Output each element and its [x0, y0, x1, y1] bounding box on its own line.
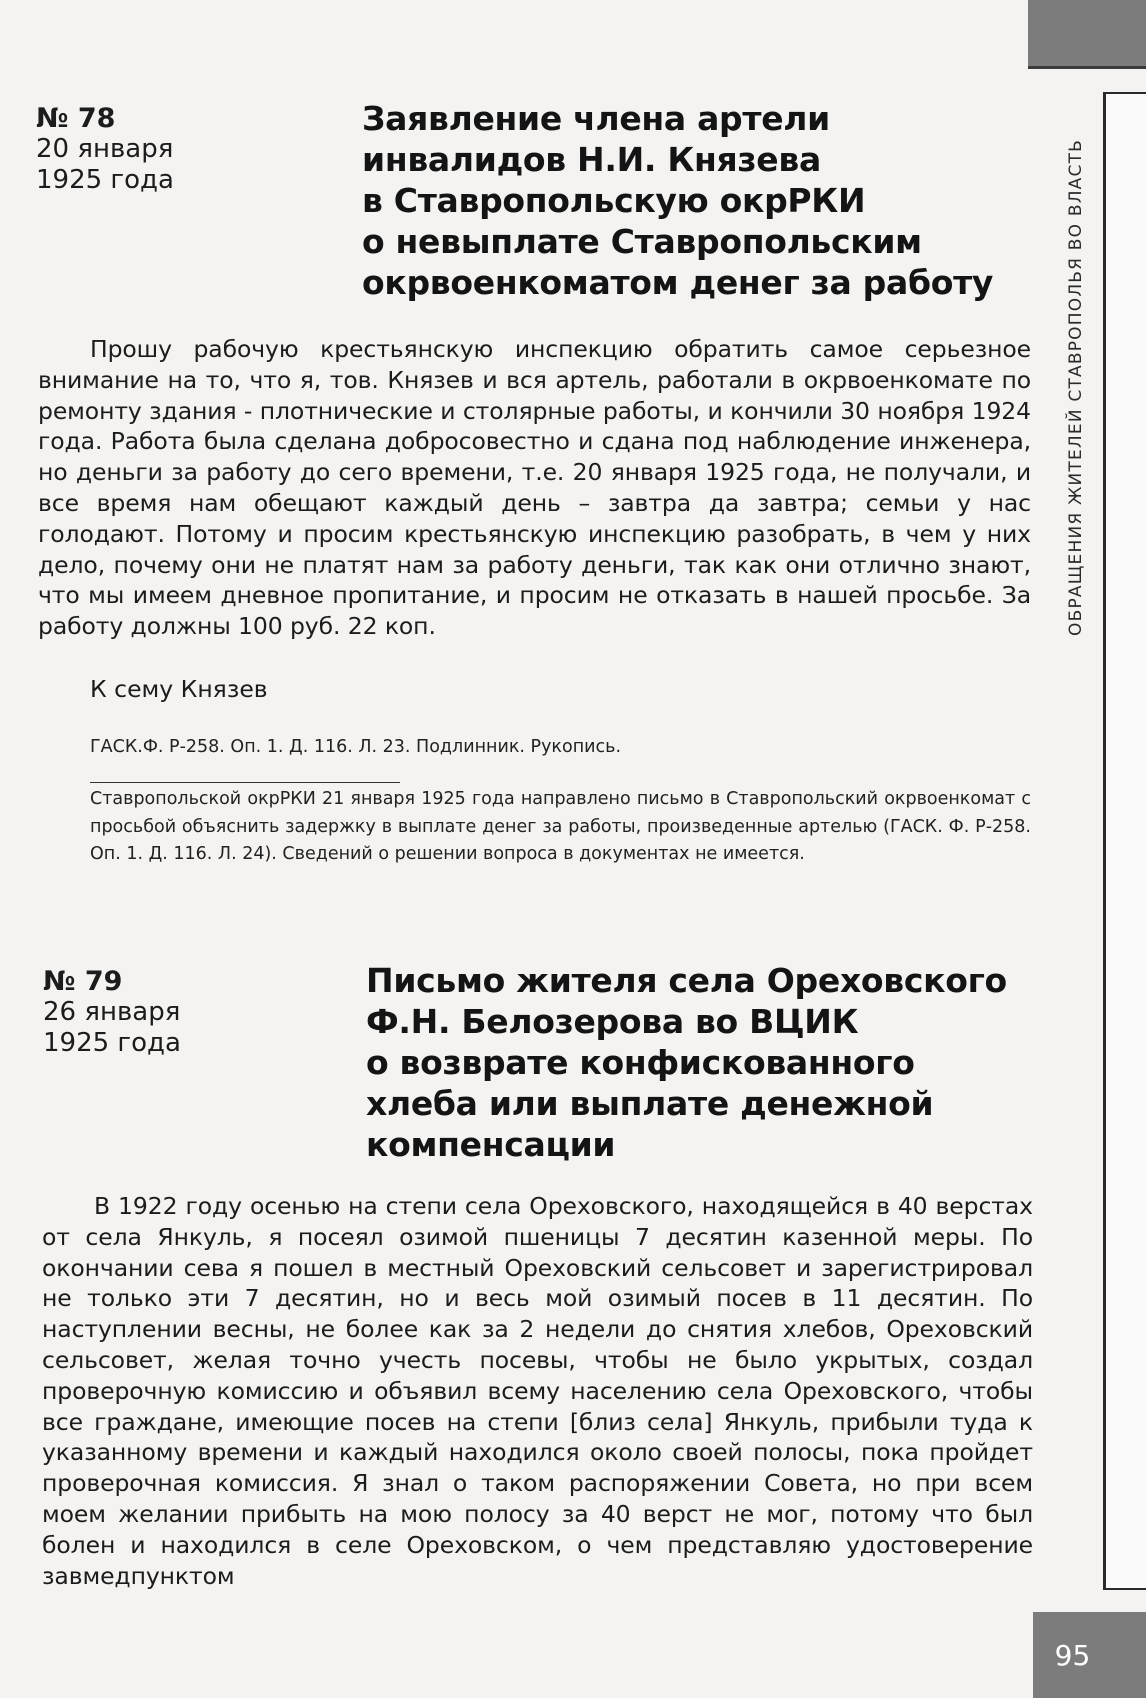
doc-78-signature: К сему Князев [90, 675, 268, 703]
doc-number: № 78 [36, 103, 116, 134]
doc-79-meta [43, 966, 181, 1059]
doc-date-year: 1925 года [36, 165, 174, 195]
title-line: о возврате конфискованного [366, 1043, 915, 1082]
doc-date-day: 26 января [43, 997, 181, 1027]
title-line: компенсации [366, 1125, 616, 1164]
title-line: инвалидов Н.И. Князева [362, 140, 821, 179]
title-line: в Ставропольскую окрРКИ [362, 181, 866, 220]
title-line: окрвоенкоматом денег за работу [362, 263, 994, 302]
title-line: Заявление члена артели [362, 99, 830, 138]
page-number: 95 [1054, 1638, 1091, 1672]
title-line: о невыплате Ставропольским [362, 222, 922, 261]
doc-date-day: 20 января [36, 134, 174, 164]
title-line: хлеба или выплате денежной [366, 1084, 934, 1123]
doc-78-title [362, 98, 993, 303]
top-edge-tab [1028, 0, 1146, 69]
doc-78-body: Прошу рабочую крестьянскую инспекцию обратить самое серьезное внимание на то, что я, тов. Князев и вся артель, работали в окрвоенкомате по ремонту здания - плотнические и столярные работы, и кончили 30 ноября 1924 года. Работа была сделана добросовестно и сдана под наблюдение инженера, но деньги за работу до сего времени, т.е. 20 января 1925 года, не получали, и все время нам обещают каждый день – завтра да завтра; семьи у нас голодают. Потому и просим крестьянскую инспекцию разобрать, в чем у них дело, почему они не платят нам за работу деньги, так как они отлично знают, что мы имеем дневное пропитание, и просим не отказать в нашей просьбе. За работу должны 100 руб. 22 коп. [38, 335, 1031, 641]
doc-79-title [366, 960, 1007, 1165]
doc-78-footnote: Ставропольской окрРКИ 21 января 1925 года направлено письмо в Ставропольский окрвоенкомат с просьбой объяснить задержку в выплате денег за работы, произведенные артелью (ГАСК. Ф. Р-258. Оп. 1. Д. 116. Л. 24). Сведений о решении вопроса в документах не имеется. [90, 789, 1031, 864]
doc-79-body: В 1922 году осенью на степи села Ореховского, находящейся в 40 верстах от села Янкуль, я посеял озимой пшеницы 7 десятин казенной меры. По окончании сева я пошел в местный Ореховский сельсовет и зарегистрировал не только эти 7 десятин, но и весь мой озимый посев в 11 десятин. По наступлении весны, не более как за 2 недели до снятия хлебов, Ореховский сельсовет, желая точно учесть посевы, чтобы не было укрытых, создал проверочную комиссию и объявил всему населению села Ореховского, чтобы все граждане, имеющие посев на степи [близ села] Янкуль, прибыли туда к указанному времени и каждый находился около своей полосы, пока пройдет проверочная комиссия. Я знал о таком распоряжении Совета, но при всем моем желании прибыть на мою полосу за 40 верст не мог, потому что был болен и находился в селе Ореховском, о чем представляю удостоверение завмедпунктом [42, 1192, 1033, 1590]
doc-78-meta [36, 103, 174, 196]
side-margin-frame [1103, 92, 1146, 1590]
footnote-divider [90, 782, 400, 783]
page-number-tab [1033, 1612, 1146, 1698]
doc-number: № 79 [43, 966, 123, 997]
doc-date-year: 1925 года [43, 1028, 181, 1058]
title-line: Письмо жителя села Ореховского [366, 961, 1007, 1000]
section-running-title: ОБРАЩЕНИЯ ЖИТЕЛЕЙ СТАВРОПОЛЬЯ ВО ВЛАСТЬ [1066, 138, 1086, 636]
title-line: Ф.Н. Белозерова во ВЦИК [366, 1002, 859, 1041]
doc-78-archive-source: ГАСК.Ф. Р-258. Оп. 1. Д. 116. Л. 23. Подлинник. Рукопись. [90, 737, 622, 757]
